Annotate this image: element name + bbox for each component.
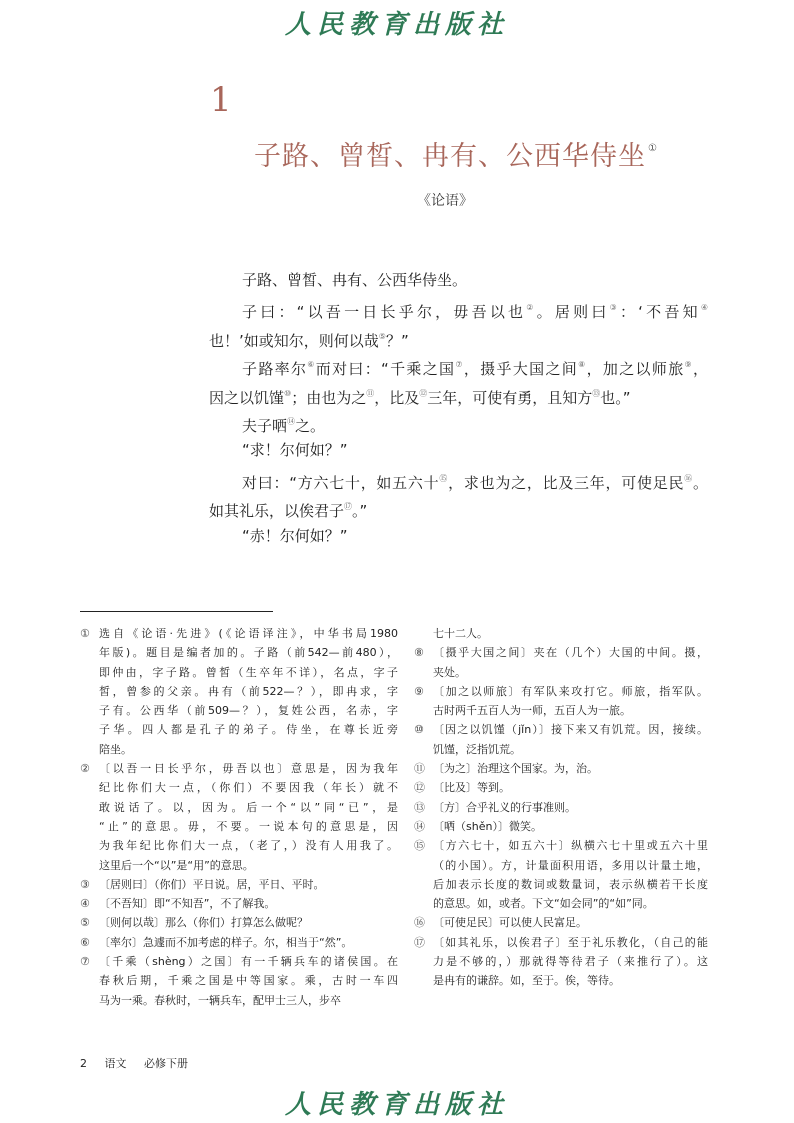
footnote-text: 〔方六七十，如五六十〕纵横六七十里或五六十里 — [433, 839, 708, 853]
footnote-marker[interactable]: ⑩ — [284, 388, 292, 398]
footnote-line — [414, 913, 708, 932]
text-segment: “求！尔何如？” — [242, 441, 348, 460]
text-segment: 对曰：“方六七十，如五六十 — [242, 473, 440, 492]
footnote-text: 〔千乘（shèng）之国〕有一千辆兵车的诸侯国。在 — [99, 955, 398, 969]
footnote-text: 七十二人。 — [433, 627, 488, 640]
footnote-marker[interactable]: ⑯ — [684, 473, 693, 483]
footnote-line — [414, 720, 708, 739]
footnote-line — [80, 740, 398, 759]
footnote-marker[interactable]: ⑫ — [419, 388, 428, 398]
footnote-text: 〔因之以饥馑（jǐn）〕接下来又有饥荒。因，接续。 — [433, 723, 708, 737]
text-segment: 。居则曰 — [536, 303, 610, 322]
footnote-number: ⑰ — [414, 935, 425, 949]
text-segment: “赤！尔何如？” — [242, 526, 348, 545]
title-footnote-marker[interactable]: ① — [648, 143, 658, 154]
footnote-marker[interactable]: ⑪ — [366, 388, 375, 398]
footnote-text: “止”的意思。毋，不要。一说本句的意思是，因 — [99, 819, 398, 833]
footnote-line — [414, 759, 708, 778]
footnote-line — [414, 894, 708, 913]
paragraph-line — [209, 294, 708, 322]
footnote-number: ⑧ — [414, 646, 424, 660]
text-segment: 子路、曾皙、冉有、公西华侍坐。 — [242, 271, 468, 289]
footnote-line — [80, 720, 398, 739]
footnote-number: ⑫ — [414, 781, 425, 795]
footnote-marker[interactable]: ② — [526, 303, 537, 313]
footnote-line — [80, 759, 398, 778]
text-segment: 夫子哂 — [242, 416, 288, 435]
lesson-number: 1 — [210, 80, 232, 120]
footnote-text: 〔为之〕治理这个国家。为，治。 — [433, 762, 598, 776]
footnote-number: ⑦ — [80, 955, 90, 969]
footnote-text: 陪坐。 — [99, 742, 132, 756]
footnote-divider — [80, 611, 273, 612]
footnote-line — [414, 701, 708, 720]
text-segment: 子曰：“以吾一日长乎尔，毋吾以也 — [242, 303, 527, 322]
footnote-line — [80, 971, 398, 990]
lesson-title — [254, 134, 658, 173]
text-segment: ？” — [385, 331, 409, 350]
footnote-text: 为我年纪比你们大一点，（老了，）没有人用我了。 — [99, 839, 398, 853]
footnote-text: 〔比及〕等到。 — [433, 781, 510, 795]
footnote-text: 〔居则曰〕（你们）平日说。居，平日、平时。 — [99, 877, 325, 891]
footnote-line — [80, 798, 398, 817]
footnote-text: 选自《论语·先进》(《论语译注》，中华书局1980 — [99, 627, 398, 640]
footnote-text: 〔以吾一日长乎尔，毋吾以也〕意思是，因为我年 — [99, 762, 398, 776]
footnote-line — [80, 933, 398, 952]
publisher-logo: 人民教育出版社 — [284, 10, 509, 40]
footnote-number: ① — [80, 627, 90, 640]
footnote-number: ⑯ — [414, 916, 425, 930]
footnote-text: 即仲由，字子路。曾皙（生卒年不详），名点，字子 — [99, 665, 398, 679]
footnote-text: 古时两千五百人为一师，五百人为一旅。 — [433, 704, 631, 718]
text-segment: 如其礼乐，以俟君子 — [209, 502, 345, 521]
footnote-line — [80, 952, 398, 971]
footnote-line — [414, 778, 708, 797]
footnote-text: 这里后一个“以”是“用”的意思。 — [99, 858, 254, 872]
footnote-number: ⑨ — [414, 684, 424, 698]
footnote-text: 皙，曾参的父亲。冉有（前522—？），即冉求，字 — [99, 684, 398, 698]
footnotes-right-column — [414, 624, 708, 991]
footnote-text: 敢说话了。以，因为。后一个“以”同“已”，是 — [99, 800, 398, 814]
footnote-number: ⑩ — [414, 723, 424, 737]
text-segment: ：‘不吾知 — [619, 303, 701, 322]
footnote-number: ② — [80, 762, 90, 776]
footnote-text: 春秋后期，千乘之国是中等国家。乘，古时一车四 — [99, 974, 398, 988]
footnote-number: ⑬ — [414, 800, 425, 814]
footnote-marker[interactable]: ⑮ — [439, 473, 449, 483]
footnote-text: 马为一乘。春秋时，一辆兵车，配甲士三人，步卒 — [99, 993, 341, 1007]
footnote-text: 纪比你们大一点，（你们）不要因我（年长）就不 — [99, 781, 398, 795]
text-segment: 因之以饥馑 — [209, 388, 285, 407]
footnote-line — [80, 836, 398, 855]
footnote-text: 是冉有的谦辞。如，至于。俟，等待。 — [433, 974, 620, 988]
text-segment: 三年，可使有勇，且知方 — [427, 388, 593, 407]
footnote-line — [80, 894, 398, 913]
footnote-line — [80, 817, 398, 836]
footnote-number: ⑮ — [414, 839, 425, 853]
footnote-line — [80, 778, 398, 797]
footnote-marker[interactable]: ⑦ — [455, 360, 464, 370]
text-segment: 子路率尔 — [242, 360, 308, 379]
text-segment: 也。” — [600, 388, 631, 407]
footnote-text: 子华。四人都是孔子的弟子。侍坐，在尊长近旁 — [99, 723, 398, 737]
footnote-text: 夹处。 — [433, 665, 466, 679]
publisher-logo-bottom: 人民教育出版社 — [284, 1090, 509, 1120]
footnote-line — [80, 875, 398, 894]
footnote-line — [414, 836, 708, 855]
footnote-line — [414, 643, 708, 662]
source-text: 《论语》 — [417, 193, 473, 209]
footnote-line — [80, 991, 398, 1010]
footnote-marker[interactable]: ④ — [700, 303, 708, 313]
footnote-text: 〔如其礼乐，以俟君子〕至于礼乐教化，（自己的能 — [433, 935, 708, 949]
paragraph-line — [209, 493, 708, 521]
main-text — [209, 266, 708, 550]
footnote-text: 力是不够的，）那就得等待君子（来推行了）。这 — [433, 955, 708, 969]
footnote-line — [414, 856, 708, 875]
footnote-marker[interactable]: ⑤ — [378, 331, 386, 341]
text-segment: ；由也为之 — [291, 388, 367, 407]
text-segment: ，摄乎大国之间 — [463, 360, 579, 379]
footnote-number: ④ — [80, 897, 90, 911]
footnote-number: ③ — [80, 877, 90, 891]
footnote-text: 〔可使足民〕可以使人民富足。 — [433, 916, 587, 930]
footnote-line — [414, 971, 708, 990]
subject-label: 语文 — [104, 1057, 127, 1070]
text-segment: ，加之以师旅 — [586, 360, 685, 379]
footnote-text: 的意思。如，或者。下文“如会同”的“如”同。 — [433, 897, 654, 911]
footnote-line — [80, 701, 398, 720]
paragraph-line — [209, 408, 708, 436]
volume-label: 必修下册 — [144, 1057, 188, 1070]
footnote-line — [414, 875, 708, 894]
text-segment: 也！’如或知尔，则何以哉 — [209, 331, 379, 350]
footnote-text: 后加表示长度的数词或数量词，表示纵横若干长度 — [433, 877, 708, 891]
paragraph-line — [209, 436, 708, 464]
text-segment: ， — [693, 360, 709, 379]
footnote-number: ⑭ — [414, 819, 425, 833]
footnote-text: 〔则何以哉〕那么（你们）打算怎么做呢？ — [99, 916, 308, 930]
footnote-line — [414, 933, 708, 952]
footnote-number: ⑤ — [80, 916, 90, 930]
text-segment: ，比及 — [374, 388, 420, 407]
footnote-number: ⑪ — [414, 762, 425, 776]
footnote-text: 〔不吾知〕即“不知吾”，不了解我。 — [99, 897, 276, 911]
footnote-line — [80, 913, 398, 932]
page-number: 2 — [80, 1057, 87, 1070]
footnote-line — [414, 798, 708, 817]
paragraph-line — [209, 465, 708, 493]
footnote-marker[interactable]: ⑰ — [344, 502, 353, 512]
paragraph-line — [209, 266, 708, 294]
footnote-text: 子有。公西华（前509—？），复姓公西，名赤，字 — [99, 704, 398, 718]
footnote-line — [414, 952, 708, 971]
text-segment: 。” — [352, 502, 368, 521]
text-segment: 而对曰：“千乘之国 — [315, 360, 456, 379]
footnote-text: 〔加之以师旅〕有军队来攻打它。师旅，指军队。 — [433, 684, 708, 698]
footnote-line — [414, 624, 708, 643]
paragraph-line — [209, 522, 708, 550]
footnote-marker[interactable]: ③ — [609, 303, 620, 313]
footnote-line — [80, 663, 398, 682]
title-text: 子路、曾皙、冉有、公西华侍坐 — [254, 141, 646, 172]
text-segment: 之。 — [295, 416, 326, 435]
footnote-number: ⑥ — [80, 935, 90, 949]
footnote-text: 〔摄乎大国之间〕夹在（几个）大国的中间。摄， — [433, 646, 708, 660]
text-segment: 。 — [693, 473, 709, 492]
footnote-line — [80, 856, 398, 875]
footnote-line — [414, 817, 708, 836]
paragraph-line — [209, 323, 708, 351]
footnote-line — [80, 682, 398, 701]
footnote-text: 年版)。题目是编者加的。子路（前542—前480）， — [99, 646, 398, 660]
footnote-text: 〔哂（shěn）〕微笑。 — [433, 819, 542, 833]
paragraph-line — [209, 380, 708, 408]
footnote-marker[interactable]: ⑭ — [287, 416, 296, 426]
footnote-line — [414, 682, 708, 701]
footnote-text: 饥馑，泛指饥荒。 — [433, 742, 521, 756]
footnote-text: 〔方〕合乎礼义的行事准则。 — [433, 800, 576, 814]
page-footer — [80, 1055, 202, 1071]
footnote-line — [80, 643, 398, 662]
text-segment: ，求也为之，比及三年，可使足民 — [448, 473, 685, 492]
footnote-marker[interactable]: ⑨ — [684, 360, 694, 370]
footnote-text: 〔率尔〕急遽而不加考虑的样子。尔，相当于“然”。 — [99, 935, 353, 949]
footnote-line — [80, 624, 398, 643]
footnote-marker[interactable]: ⑧ — [578, 360, 587, 370]
footnote-marker[interactable]: ⑥ — [307, 360, 316, 370]
footnote-line — [414, 740, 708, 759]
footnote-text: （的小国）。方，计量面积用语，多用以计量土地， — [433, 858, 708, 872]
footnote-marker[interactable]: ⑬ — [592, 388, 601, 398]
footnote-line — [414, 663, 708, 682]
paragraph-line — [209, 351, 708, 379]
footnotes-left-column — [80, 624, 398, 1010]
